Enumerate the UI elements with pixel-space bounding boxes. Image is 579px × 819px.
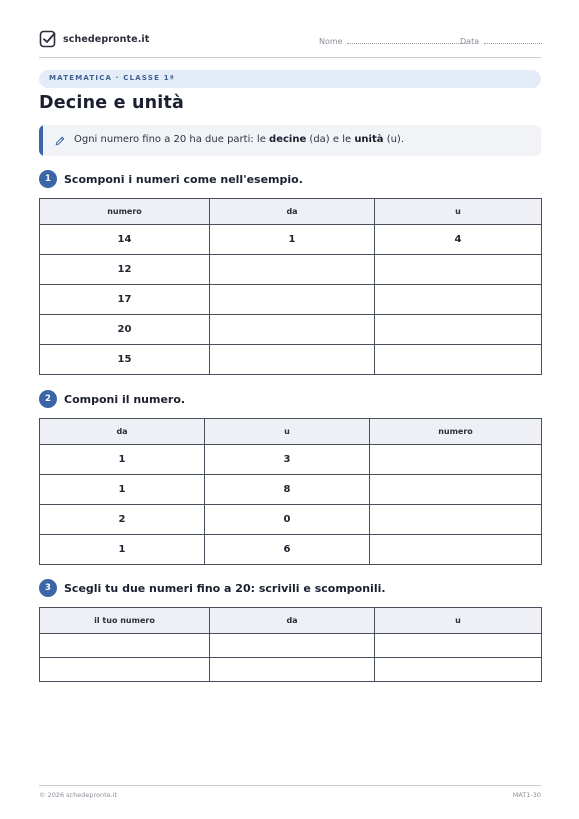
answer-cell[interactable] — [375, 285, 542, 315]
column-header: u — [375, 199, 542, 225]
page-title: Decine e unità — [39, 93, 185, 113]
table-cell: 0 — [205, 505, 370, 535]
table-row — [40, 285, 542, 315]
info-box — [39, 125, 541, 156]
exercise-3-prompt: Scegli tu due numeri fino a 20: scrivili e scomponili. — [64, 581, 386, 595]
answer-cell[interactable] — [40, 658, 210, 682]
table-header-row — [40, 608, 542, 634]
table-cell: 17 — [40, 285, 210, 315]
info-text-pre: Ogni numero fino a 20 ha due parti: le — [74, 134, 270, 145]
brand-logo — [39, 30, 149, 48]
answer-cell[interactable] — [210, 345, 375, 375]
table-header-row — [40, 199, 542, 225]
table-row — [40, 445, 542, 475]
date-field — [460, 35, 542, 46]
exercise-3-table — [39, 607, 542, 682]
column-header: da — [40, 419, 205, 445]
checkbox-logo-icon — [39, 30, 57, 48]
name-blank-line — [347, 35, 467, 44]
info-text — [74, 134, 404, 145]
table-cell: 1 — [40, 445, 205, 475]
answer-cell[interactable] — [370, 505, 542, 535]
table-row — [40, 345, 542, 375]
exercise-2-prompt: Componi il numero. — [64, 392, 186, 406]
answer-cell[interactable] — [210, 315, 375, 345]
info-text-post: (u). — [383, 134, 405, 145]
footer-divider — [39, 785, 541, 786]
answer-cell[interactable] — [370, 445, 542, 475]
exercise-1-number: 1 — [39, 170, 57, 188]
table-cell: 2 — [40, 505, 205, 535]
column-header: da — [210, 199, 375, 225]
table-cell: 8 — [205, 475, 370, 505]
date-label: Data — [460, 37, 480, 46]
name-label: Nome — [319, 37, 343, 46]
table-row — [40, 315, 542, 345]
table-row — [40, 475, 542, 505]
header-divider — [39, 57, 541, 58]
info-text-mid: (da) e le — [306, 134, 355, 145]
footer-code: MAT1-30 — [512, 791, 541, 799]
answer-cell[interactable] — [375, 658, 542, 682]
answer-cell[interactable] — [210, 285, 375, 315]
info-accent-bar — [39, 125, 43, 156]
answer-cell[interactable] — [375, 345, 542, 375]
exercise-3-number: 3 — [39, 579, 57, 597]
table-cell: 6 — [205, 535, 370, 565]
table-cell: 1 — [40, 535, 205, 565]
table-cell: 15 — [40, 345, 210, 375]
table-cell: 3 — [205, 445, 370, 475]
date-blank-line — [484, 35, 542, 44]
answer-cell[interactable] — [370, 475, 542, 505]
exercise-1-heading — [39, 170, 303, 188]
answer-cell[interactable] — [210, 634, 375, 658]
table-row — [40, 225, 542, 255]
exercise-2-heading — [39, 390, 185, 408]
name-field — [319, 35, 467, 46]
column-header: numero — [40, 199, 210, 225]
column-header: u — [205, 419, 370, 445]
exercise-3-heading — [39, 579, 386, 597]
answer-cell[interactable] — [375, 634, 542, 658]
table-cell: 20 — [40, 315, 210, 345]
column-header: u — [375, 608, 542, 634]
subject-label: MATEMATICA · CLASSE 1ª — [49, 74, 175, 82]
table-header-row — [40, 419, 542, 445]
table-cell: 1 — [210, 225, 375, 255]
column-header: da — [210, 608, 375, 634]
table-cell: 14 — [40, 225, 210, 255]
answer-cell[interactable] — [370, 535, 542, 565]
answer-cell[interactable] — [375, 315, 542, 345]
table-cell: 12 — [40, 255, 210, 285]
column-header: numero — [370, 419, 542, 445]
table-cell: 1 — [40, 475, 205, 505]
exercise-2-number: 2 — [39, 390, 57, 408]
exercise-1-table — [39, 198, 542, 375]
answer-cell[interactable] — [40, 634, 210, 658]
pencil-icon — [55, 136, 65, 146]
table-row — [40, 658, 542, 682]
table-row — [40, 505, 542, 535]
table-row — [40, 255, 542, 285]
answer-cell[interactable] — [210, 658, 375, 682]
brand-name: schedepronte.it — [63, 33, 150, 45]
answer-cell[interactable] — [375, 255, 542, 285]
table-row — [40, 535, 542, 565]
info-unita: unità — [354, 134, 384, 145]
table-cell: 4 — [375, 225, 542, 255]
answer-cell[interactable] — [210, 255, 375, 285]
table-row — [40, 634, 542, 658]
exercise-1-prompt: Scomponi i numeri come nell'esempio. — [64, 172, 303, 186]
subject-badge — [39, 70, 541, 88]
info-decine: decine — [269, 134, 307, 145]
page-header — [39, 29, 541, 51]
column-header: il tuo numero — [40, 608, 210, 634]
exercise-2-table — [39, 418, 542, 565]
footer-copyright: © 2026 schedepronte.it — [39, 791, 118, 799]
